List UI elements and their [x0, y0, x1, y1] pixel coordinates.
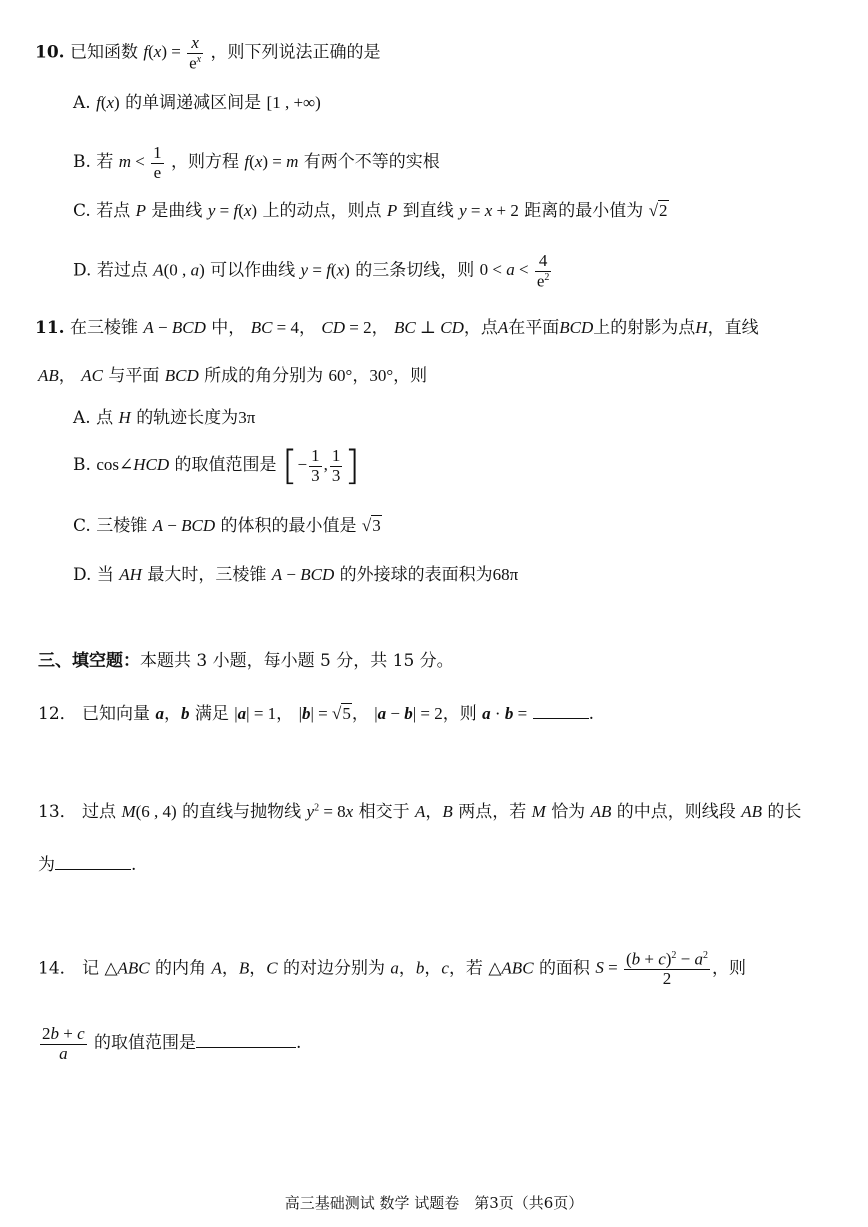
q11-option-a: A. 点 H 的轨迹长度为3π: [73, 408, 256, 428]
q10-number: 10.: [35, 42, 65, 63]
section-3-heading: 三、填空题：本题共 3 小题，每小题 5 分，共 15 分。: [38, 651, 454, 671]
q14-line2: $\frac{2b + c}{a}$ 的取值范围是 .: [42, 1024, 302, 1063]
q11-option-b: B. cos∠HCD 的取值范围是 [− $\frac{1}{3}$ , $\frac{1}{3}$ ]: [73, 443, 360, 489]
q11-option-c: C. 三棱锥 A − BCD 的体积的最小值是 √3: [73, 516, 381, 536]
q10-option-d: D. 若过点 A(0 , a) 可以作曲线 y = f(x) 的三条切线，则 0 < a < $\frac{4}{e^2}$: [73, 251, 550, 291]
q14-answer-blank[interactable]: [196, 1033, 296, 1048]
q11-option-d: D. 当 AH 最大时，三棱锥 A − BCD 的外接球的表面积为68π: [73, 565, 519, 585]
q14-number: 14．: [38, 958, 77, 979]
q13-answer-blank[interactable]: [55, 855, 131, 870]
q10-function: f(x) = $\frac{x}{e^x}$: [143, 33, 202, 73]
q11-stem-line2: AB， AC 与平面 BCD 所成的角分别为 60°，30°，则: [38, 366, 428, 386]
q11-stem-line1: 11. 在三棱锥 A − BCD 中， BC = 4， CD = 2， BC ⊥ CD，点A在平面BCD上的射影为点H，直线: [35, 318, 759, 338]
page-footer: 高三基础测试 数学 试题卷 第3页（共6页）: [284, 1194, 584, 1212]
q13-line1: 13． 过点 M(6 , 4) 的直线与抛物线 $y^2 = 8x$ 相交于 A，B 两点，若 M 恰为 AB 的中点，则线段 AB 的长: [38, 802, 802, 822]
q13-line2: 为 .: [38, 855, 137, 875]
q12: 12． 已知向量 a，b 满足 |a| = 1， |b| = √5， |a − b| = 2，则 a · b = .: [38, 704, 594, 724]
q10-option-a: A. f(x) 的单调递减区间是 [1 , +∞): [73, 93, 321, 113]
q13-number: 13．: [38, 802, 77, 822]
q12-answer-blank[interactable]: [533, 704, 589, 719]
q10-option-c: C. 若点 P 是曲线 y = f(x) 上的动点，则点 P 到直线 y = x + 2 距离的最小值为 √2: [73, 201, 668, 221]
q10-option-b: B. 若 m < $\frac{1}{e}$ ，则方程 f(x) = m 有两个不等的实根: [73, 143, 440, 182]
q14-line1: 14． 记 △ABC 的内角 A，B，C 的对边分别为 a，b，c，若 △ABC 的面积 S = $\frac{(b + c)^2 - a^2}{2}$ ，则: [38, 949, 747, 989]
q11-number: 11.: [35, 318, 65, 338]
q12-number: 12．: [38, 704, 77, 724]
q10-stem: 10. 已知函数 f(x) = $\frac{x}{e^x}$ ，则下列说法正确的是: [35, 33, 381, 73]
